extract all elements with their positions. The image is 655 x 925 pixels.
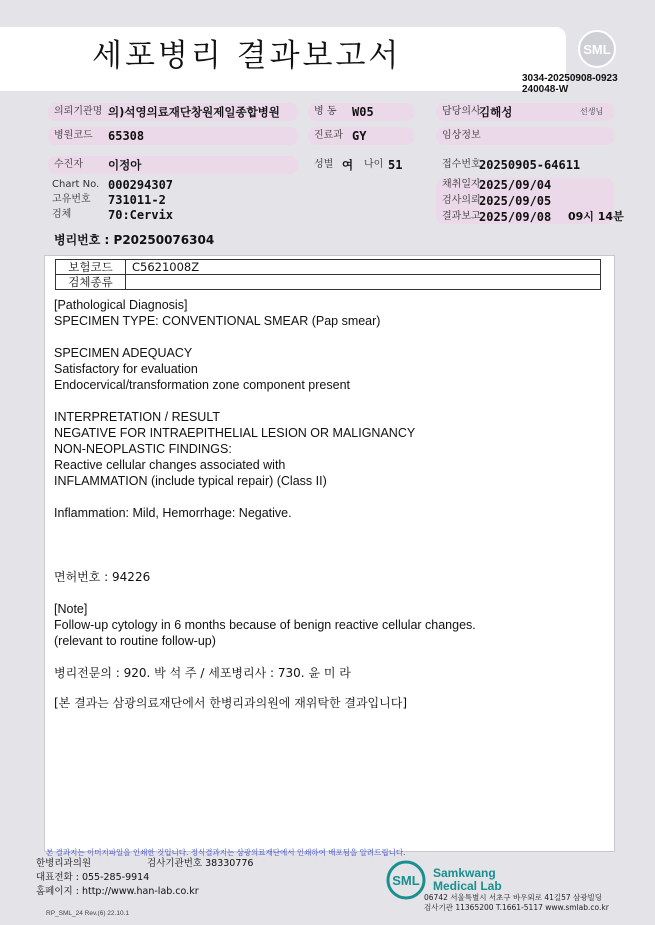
specimen-type-line: SPECIMEN TYPE: CONVENTIONAL SMEAR (Pap smear) xyxy=(54,314,381,328)
interpretation-line: INFLAMMATION (include typical repair) (Class II) xyxy=(54,474,327,488)
report-date-label: 결과보고 xyxy=(442,211,481,222)
inflammation-line: Inflammation: Mild, Hemorrhage: Negative. xyxy=(54,506,292,520)
diagnosis-heading: [Pathological Diagnosis] xyxy=(54,298,188,312)
institution-label: 의뢰기관명 xyxy=(54,106,103,117)
adequacy-heading: SPECIMEN ADEQUACY xyxy=(54,346,193,360)
unique-no-value: 731011-2 xyxy=(108,193,166,207)
pathologists-line: 병리전문의 : 920. 박 석 주 / 세포병리사 : 730. 윤 미 라 xyxy=(54,666,351,680)
insurance-code-label: 보험코드 xyxy=(56,260,126,275)
code-table xyxy=(55,259,601,290)
clinical-info-label: 임상정보 xyxy=(442,130,481,141)
chart-no-value: 000294307 xyxy=(108,178,174,192)
ward-label: 병 동 xyxy=(314,106,337,117)
report-body xyxy=(54,297,604,711)
specimen-type-label: 검체종류 xyxy=(56,275,126,290)
lab-address: 06742 서울특별시 서초구 바우뫼로 41길57 삼광빌딩 검사기관 11365200 T.1661-5117 www.smlab.co.kr xyxy=(424,893,609,912)
form-code: RP_SML_24 Rev.(6) 22.10.1 xyxy=(46,910,129,917)
report-panel xyxy=(44,255,615,852)
clinic-name: 한병리과의원 xyxy=(36,858,92,869)
sml-logo-icon: SML xyxy=(578,30,616,68)
age-value: 51 xyxy=(388,158,403,172)
document-title: 세포병리 결과보고서 xyxy=(92,38,402,74)
interpretation-heading: INTERPRETATION / RESULT xyxy=(54,410,220,424)
collection-date-label: 채취일자 xyxy=(442,179,481,190)
adequacy-line: Satisfactory for evaluation xyxy=(54,362,198,376)
hospital-code-value: 65308 xyxy=(108,129,145,143)
adequacy-line: Endocervical/transformation zone component present xyxy=(54,378,350,392)
interpretation-line: Reactive cellular changes associated with xyxy=(54,458,286,472)
lab-name: Samkwang Medical Lab xyxy=(433,866,502,893)
receipt-no-value: 20250905-64611 xyxy=(479,158,581,172)
ward-value: W05 xyxy=(352,105,374,119)
insurance-code-value: C5621008Z xyxy=(126,260,601,275)
interpretation-line: NEGATIVE FOR INTRAEPITHELIAL LESION OR MALIGNANCY xyxy=(54,426,416,440)
note-line: Follow-up cytology in 6 months because of benign reactive cellular changes. xyxy=(54,618,476,632)
hospital-code-label: 병원코드 xyxy=(54,130,93,141)
doctor-label: 담당의사 xyxy=(442,106,481,117)
recipient-label: 수진자 xyxy=(54,159,83,170)
pathology-number: 병리번호 : P20250076304 xyxy=(54,233,215,247)
report-date-value: 2025/09/08 xyxy=(479,210,552,224)
department-label: 진료과 xyxy=(314,130,343,141)
license-number: 면허번호 : 94226 xyxy=(54,570,151,584)
request-date-value: 2025/09/05 xyxy=(479,194,552,208)
doctor-suffix: 선생님 xyxy=(580,107,604,116)
note-heading: [Note] xyxy=(54,602,88,616)
specimen-label: 검체 xyxy=(52,209,72,220)
clinic-phone: 대표전화 : 055-285-9914 xyxy=(36,872,150,883)
institution-value: 의)석영의료재단창원제일종합병원 xyxy=(108,105,280,119)
consignment-line: [본 결과는 삼광의료재단에서 한병리과의원에 재위탁한 결과입니다] xyxy=(54,696,408,710)
print-notice: 본 결과지는 이미지파일을 인쇄한 것입니다. 정식결과지는 삼광의료재단에서 인쇄하여 배포됨을 알려드립니다. xyxy=(46,848,406,857)
clinic-info xyxy=(36,857,253,899)
specimen-value: 70:Cervix xyxy=(108,208,174,222)
table-row xyxy=(56,275,601,290)
interpretation-line: NON-NEOPLASTIC FINDINGS: xyxy=(54,442,232,456)
sex-label: 성별 xyxy=(314,159,334,170)
svg-text:SML: SML xyxy=(392,873,420,888)
document-number: 3034-20250908-0923 240048-W xyxy=(522,73,618,95)
specimen-type-value xyxy=(126,275,601,290)
recipient-value: 이정아 xyxy=(108,158,142,172)
note-line: (relevant to routine follow-up) xyxy=(54,634,216,648)
inspection-number: 검사기관번호 38330776 xyxy=(147,858,254,869)
chart-no-label: Chart No. xyxy=(52,179,100,190)
doctor-value: 김해성 xyxy=(479,105,513,119)
report-time-value: 09시 14분 xyxy=(568,210,624,223)
table-row xyxy=(56,260,601,275)
sex-value: 여 xyxy=(342,158,354,172)
unique-no-label: 고유번호 xyxy=(52,194,91,205)
request-date-label: 검사의뢰 xyxy=(442,195,481,206)
collection-date-value: 2025/09/04 xyxy=(479,178,552,192)
samkwang-logo-icon xyxy=(386,860,426,900)
receipt-no-label: 접수번호 xyxy=(442,159,481,170)
department-value: GY xyxy=(352,129,367,143)
clinic-homepage: 홈페이지 : http://www.han-lab.co.kr xyxy=(36,886,199,897)
recipient-pill xyxy=(48,156,298,174)
age-label: 나이 xyxy=(364,159,384,170)
